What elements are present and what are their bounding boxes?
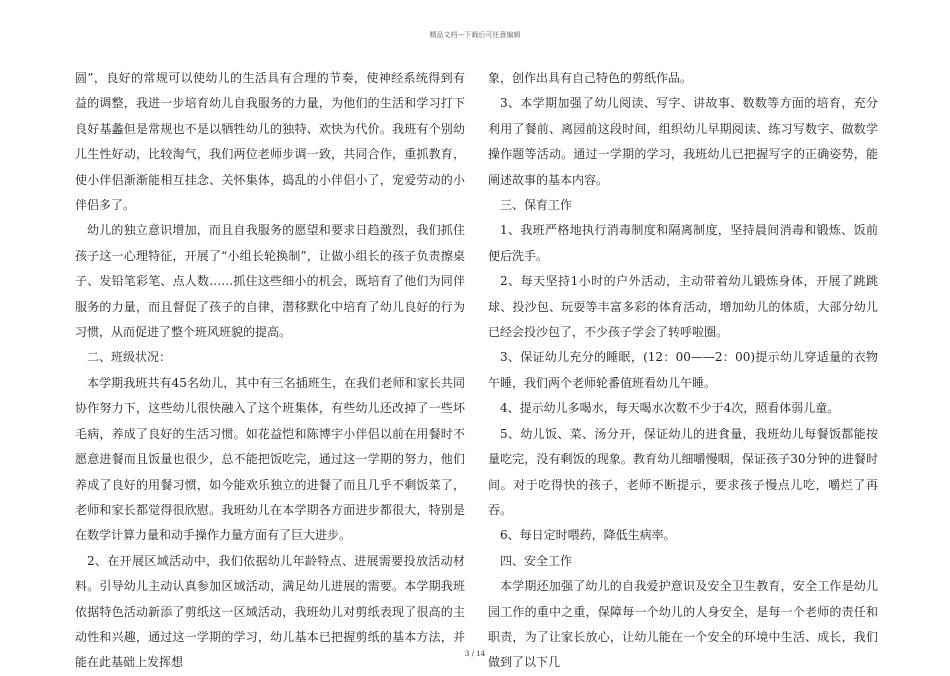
paragraph: 2、每天坚持1小时的户外活动，主动带着幼儿锻炼身体，开展了跳跳球、投沙包、玩耍等丰富多彩的体育活动，增加幼儿的体质，大部分幼儿已经会投沙包了，不少孩子学会了转呼啦圈。 bbox=[488, 274, 878, 340]
paragraph: 3、本学期加强了幼儿阅读、写字、讲故事、数数等方面的培育，充分利用了餐前、离园前这段时间，组织幼儿早期阅读、练习写数字、做数学操作题等活动。通过一学期的学习，我班幼儿已把握写字的正确姿势，能阐述故事的基本内容。 bbox=[488, 96, 878, 187]
paragraph: 3、保证幼儿充分的睡眠，(12：00——2：00)提示幼儿穿适量的衣物午睡，我们两个老师轮番值班看幼儿午睡。 bbox=[488, 350, 878, 390]
paragraph: 6、每日定时喂药，降低生病率。 bbox=[500, 528, 676, 543]
section-heading: 四、安全工作 bbox=[500, 553, 573, 568]
section-heading: 三、保育工作 bbox=[500, 198, 573, 213]
paragraph: 象，创作出具有自己特色的剪纸作品。 bbox=[488, 71, 693, 85]
page-number: 3 / 14 bbox=[464, 650, 486, 658]
paragraph: 幼儿的独立意识增加，而且自我服务的愿望和要求日趋激烈，我们抓住孩子这一心理特征，开展了“小组长轮换制”，让做小组长的孩子负责擦桌子、发铅笔彩笔、点人数……抓住这些细小的机会，既培育了他们为同伴服务的力量，而且督促了孩子的自律，潜移默化中培育了幼儿良好的行为习惯，从而促进了整个班风班貌的提高。 bbox=[75, 223, 465, 340]
section-heading: 二、班级状况： bbox=[87, 350, 172, 365]
paragraph: 本学期还加强了幼儿的自我爱护意识及安全卫生教育，安全工作是幼儿园工作的重中之重，保障每一个幼儿的人身安全，是每一个老师的责任和职责，为了让家长放心，让幼儿能在一个安全的环境中生活、成长，我们做到了以下几 bbox=[488, 579, 878, 670]
left-column bbox=[75, 66, 465, 676]
right-column bbox=[488, 66, 878, 676]
paragraph: 圆”，良好的常规可以使幼儿的生活具有合理的节奏，使神经系统得到有益的调整，我进一步培育幼儿自我服务的力量，为他们的生活和学习打下良好基蠡但是常规也不是以牺牲幼儿的独特、欢快为代价。我班有个别幼儿生性好动，比较淘气，我们两位老师步调一致，共同合作，重抓教育，使小伴侣渐渐能相互挂念、关怀集体，捣乱的小伴侣小了，宠爱劳动的小伴侣多了。 bbox=[75, 71, 465, 213]
paragraph: 5、幼儿饭、菜、汤分开，保证幼儿的进食量，我班幼儿每餐饭都能按量吃完，没有剩饭的现象。教育幼儿细嚼慢咽，保证孩子30分钟的进餐时间。对于吃得快的孩子，老师不断提示，要求孩子慢点儿吃，嚼烂了再吞。 bbox=[488, 426, 878, 517]
paragraph: 本学期我班共有45名幼儿，其中有三名插班生，在我们老师和家长共同协作努力下，这些幼儿很快融入了这个班集体，有些幼儿还改掉了一些坏毛病，养成了良好的生活习惯。如花益恺和陈博宇小伴侣以前在用餐时不愿意进餐而且饭量也很少，总不能把饭吃完，通过这一学期的努力，他们养成了良好的用餐习惯，如今能欢乐独立的进餐了而且几乎不剩饭菜了，老师和家长都觉得很欣慰。我班幼儿在本学期各方面进步都很大，特别是在数学计算力量和动手操作力量方面有了巨大进步。 bbox=[75, 375, 465, 543]
paragraph: 1、我班严格地执行消毒制度和隔离制度，坚持晨间消毒和锻炼、饭前便后洗手。 bbox=[488, 223, 878, 263]
page-header: 精品文档---下载后可任意编辑 bbox=[429, 31, 521, 39]
paragraph: 4、提示幼儿多喝水，每天喝水次数不少于4次，照看体弱儿童。 bbox=[500, 401, 840, 416]
paragraph: 2、在开展区域活动中，我们依据幼儿年龄特点、进展需要投放活动材料。引导幼儿主动认真参加区域活动，满足幼儿进展的需要。本学期我班依据特色活动新添了剪纸这一区域活动，我班幼儿对剪纸表现了很高的主动性和兴趣，通过这一学期的学习，幼儿基本已把握剪纸的基本方法，并能在此基础上发挥想 bbox=[75, 553, 465, 670]
